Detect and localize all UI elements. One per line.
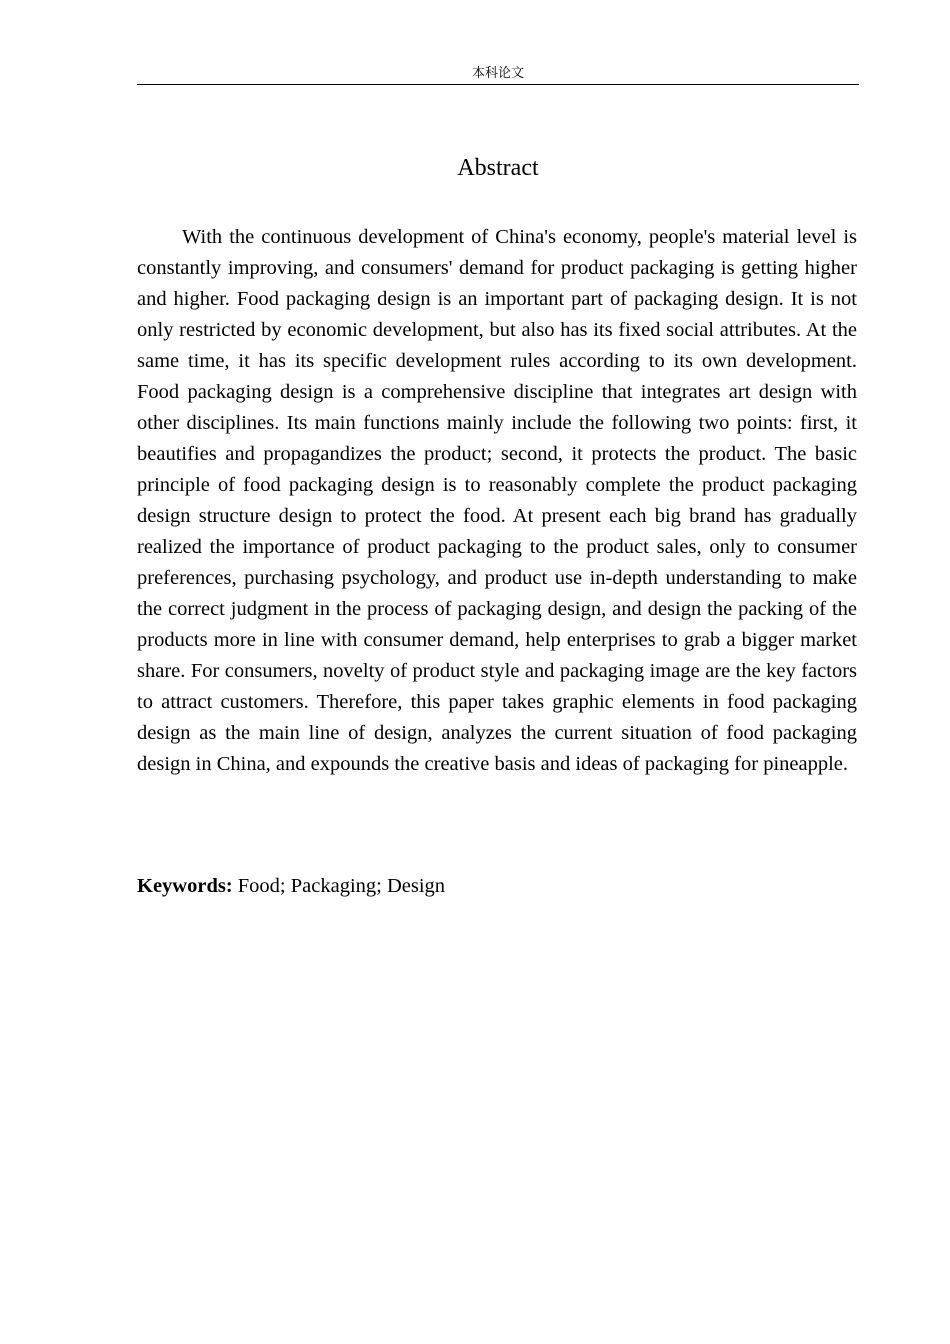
abstract-body: With the continuous development of China's economy, people's material level is constantly improving, and consumers' demand for product packaging is getting higher and higher. Food packaging design is an important part of packaging design. It is not only restricted by economic development, but also has its fixed social attributes. At the same time, it has its specific development rules according to its own development. Food packaging design is a comprehensive discipline that integrates art design with other disciplines. Its main functions mainly include the following two points: first, it beautifies and propagandizes the product; second, it protects the product. The basic principle of food packaging design is to reasonably complete the product packaging design structure design to protect the food. At present each big brand has gradually realized the importance of product packaging to the product sales, only to consumer preferences, purchasing psychology, and product use in-depth understanding to make the correct judgment in the process of packaging design, and design the packing of the products more in line with consumer demand, help enterprises to grab a bigger market share. For consumers, novelty of product style and packaging image are the key factors to attract customers. Therefore, this paper takes graphic elements in food packaging design as the main line of design, analyzes the current situation of food packaging design in China, and expounds the creative basis and ideas of packaging for pineapple. — [137, 226, 857, 775]
abstract-title: Abstract — [457, 155, 539, 181]
keywords-label: Keywords: — [137, 875, 233, 897]
keywords-line — [137, 871, 857, 902]
keywords-value: Food; Packaging; Design — [237, 875, 446, 897]
page-header — [137, 62, 859, 85]
page-header-text: 本科论文 — [471, 65, 524, 80]
